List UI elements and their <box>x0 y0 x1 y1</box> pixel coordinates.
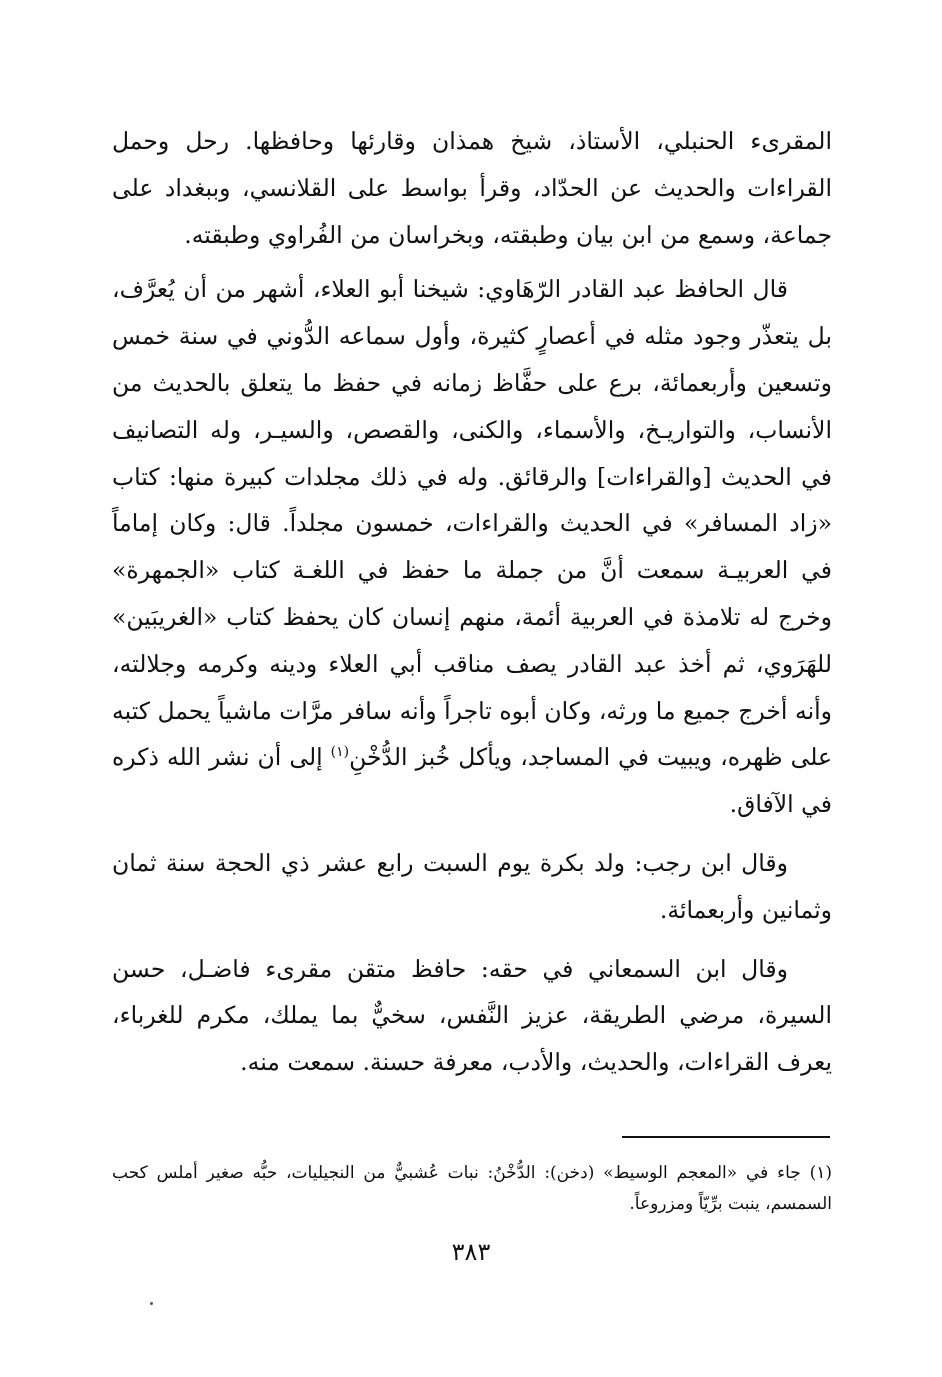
paragraph-2-text: قال الحافظ عبد القادر الرّهَاوي: شيخنا أبو العلاء، أشهر من أن يُعرَّف، بل يتعذّر وجود مثله في أعصارٍ كثيرة، وأول سماعه الدُّوني في سنة خمس وتسعين وأربعمائة، برع على حفَّاظ زمانه في حفظ ما يتعلق بالحديث من الأنساب، والتواريـخ، والأسماء، والكنى، والقصص، والسيـر، وله التصانيف في الحديث [والقراءات] والرقائق. وله في ذلك مجلدات كبيرة منها: كتاب «زاد المسافر» في الحديث والقراءات، خمسون مجلداً. قال: وكان إماماً في العربيـة سمعت أنَّ من جملة ما حفظ في اللغـة كتاب «الجمهرة» وخرج له تلامذة في العربية أئمة، منهم إنسان كان يحفظ كتاب «الغريبَين» للهَرَوي، ثم أخذ عبد القادر يصف مناقب أبي العلاء ودينه وكرمه وجلالته، وأنه أخرج جميع ما ورثه، وكان أبوه تاجراً وأنه سافر مرَّات ماشياً يحمل كتبه على ظهره، ويبيت في المساجد، ويأكل خُبز الدُّخْنِ <box>112 275 832 772</box>
page-body <box>112 118 832 1086</box>
paragraph-4: وقال ابن السمعاني في حقه: حافظ متقن مقرىء فاضـل، حسن السيرة، مرضي الطريقة، عزيز النَّفس، سخيٌّ بما يملك، مكرم للغرباء، يعرف القراءات، والحديث، والأدب، معرفة حسنة. سمعت منه. <box>112 954 832 1077</box>
page-number: ٣٨٣ <box>451 1238 491 1266</box>
footnote-1: (١) جاء في «المعجم الوسيط» (دخن): الدُّخْنُ: نبات عُشبيٌّ من النجيليات، حبُّه صغير أملس كحب السمسم، ينبت برِّيّاً ومزروعاً. <box>112 1163 832 1214</box>
paragraph-2 <box>112 266 832 828</box>
scan-speck <box>150 1302 153 1305</box>
footnote-reference[interactable]: (١) <box>330 744 350 761</box>
paragraph-2-tail: إلى أن نشر الله ذكره في الآفاق. <box>112 743 832 819</box>
footnote-separator <box>622 1136 830 1138</box>
paragraph-3: وقال ابن رجب: ولد بكرة يوم السبت رابع عشر ذي الحجة سنة ثمان وثمانين وأربعمائة. <box>112 848 832 924</box>
footnotes-section <box>112 1158 832 1220</box>
paragraph-1: المقرىء الحنبلي، الأستاذ، شيخ همذان وقارئها وحافظها. رحل وحمل القراءات والحديث عن الحدّاد، وقرأ بواسط على القلانسي، وببغداد على جماعة، وسمع من ابن بيان وطبقته، وبخراسان من الفُراوي وطبقته. <box>112 127 832 249</box>
